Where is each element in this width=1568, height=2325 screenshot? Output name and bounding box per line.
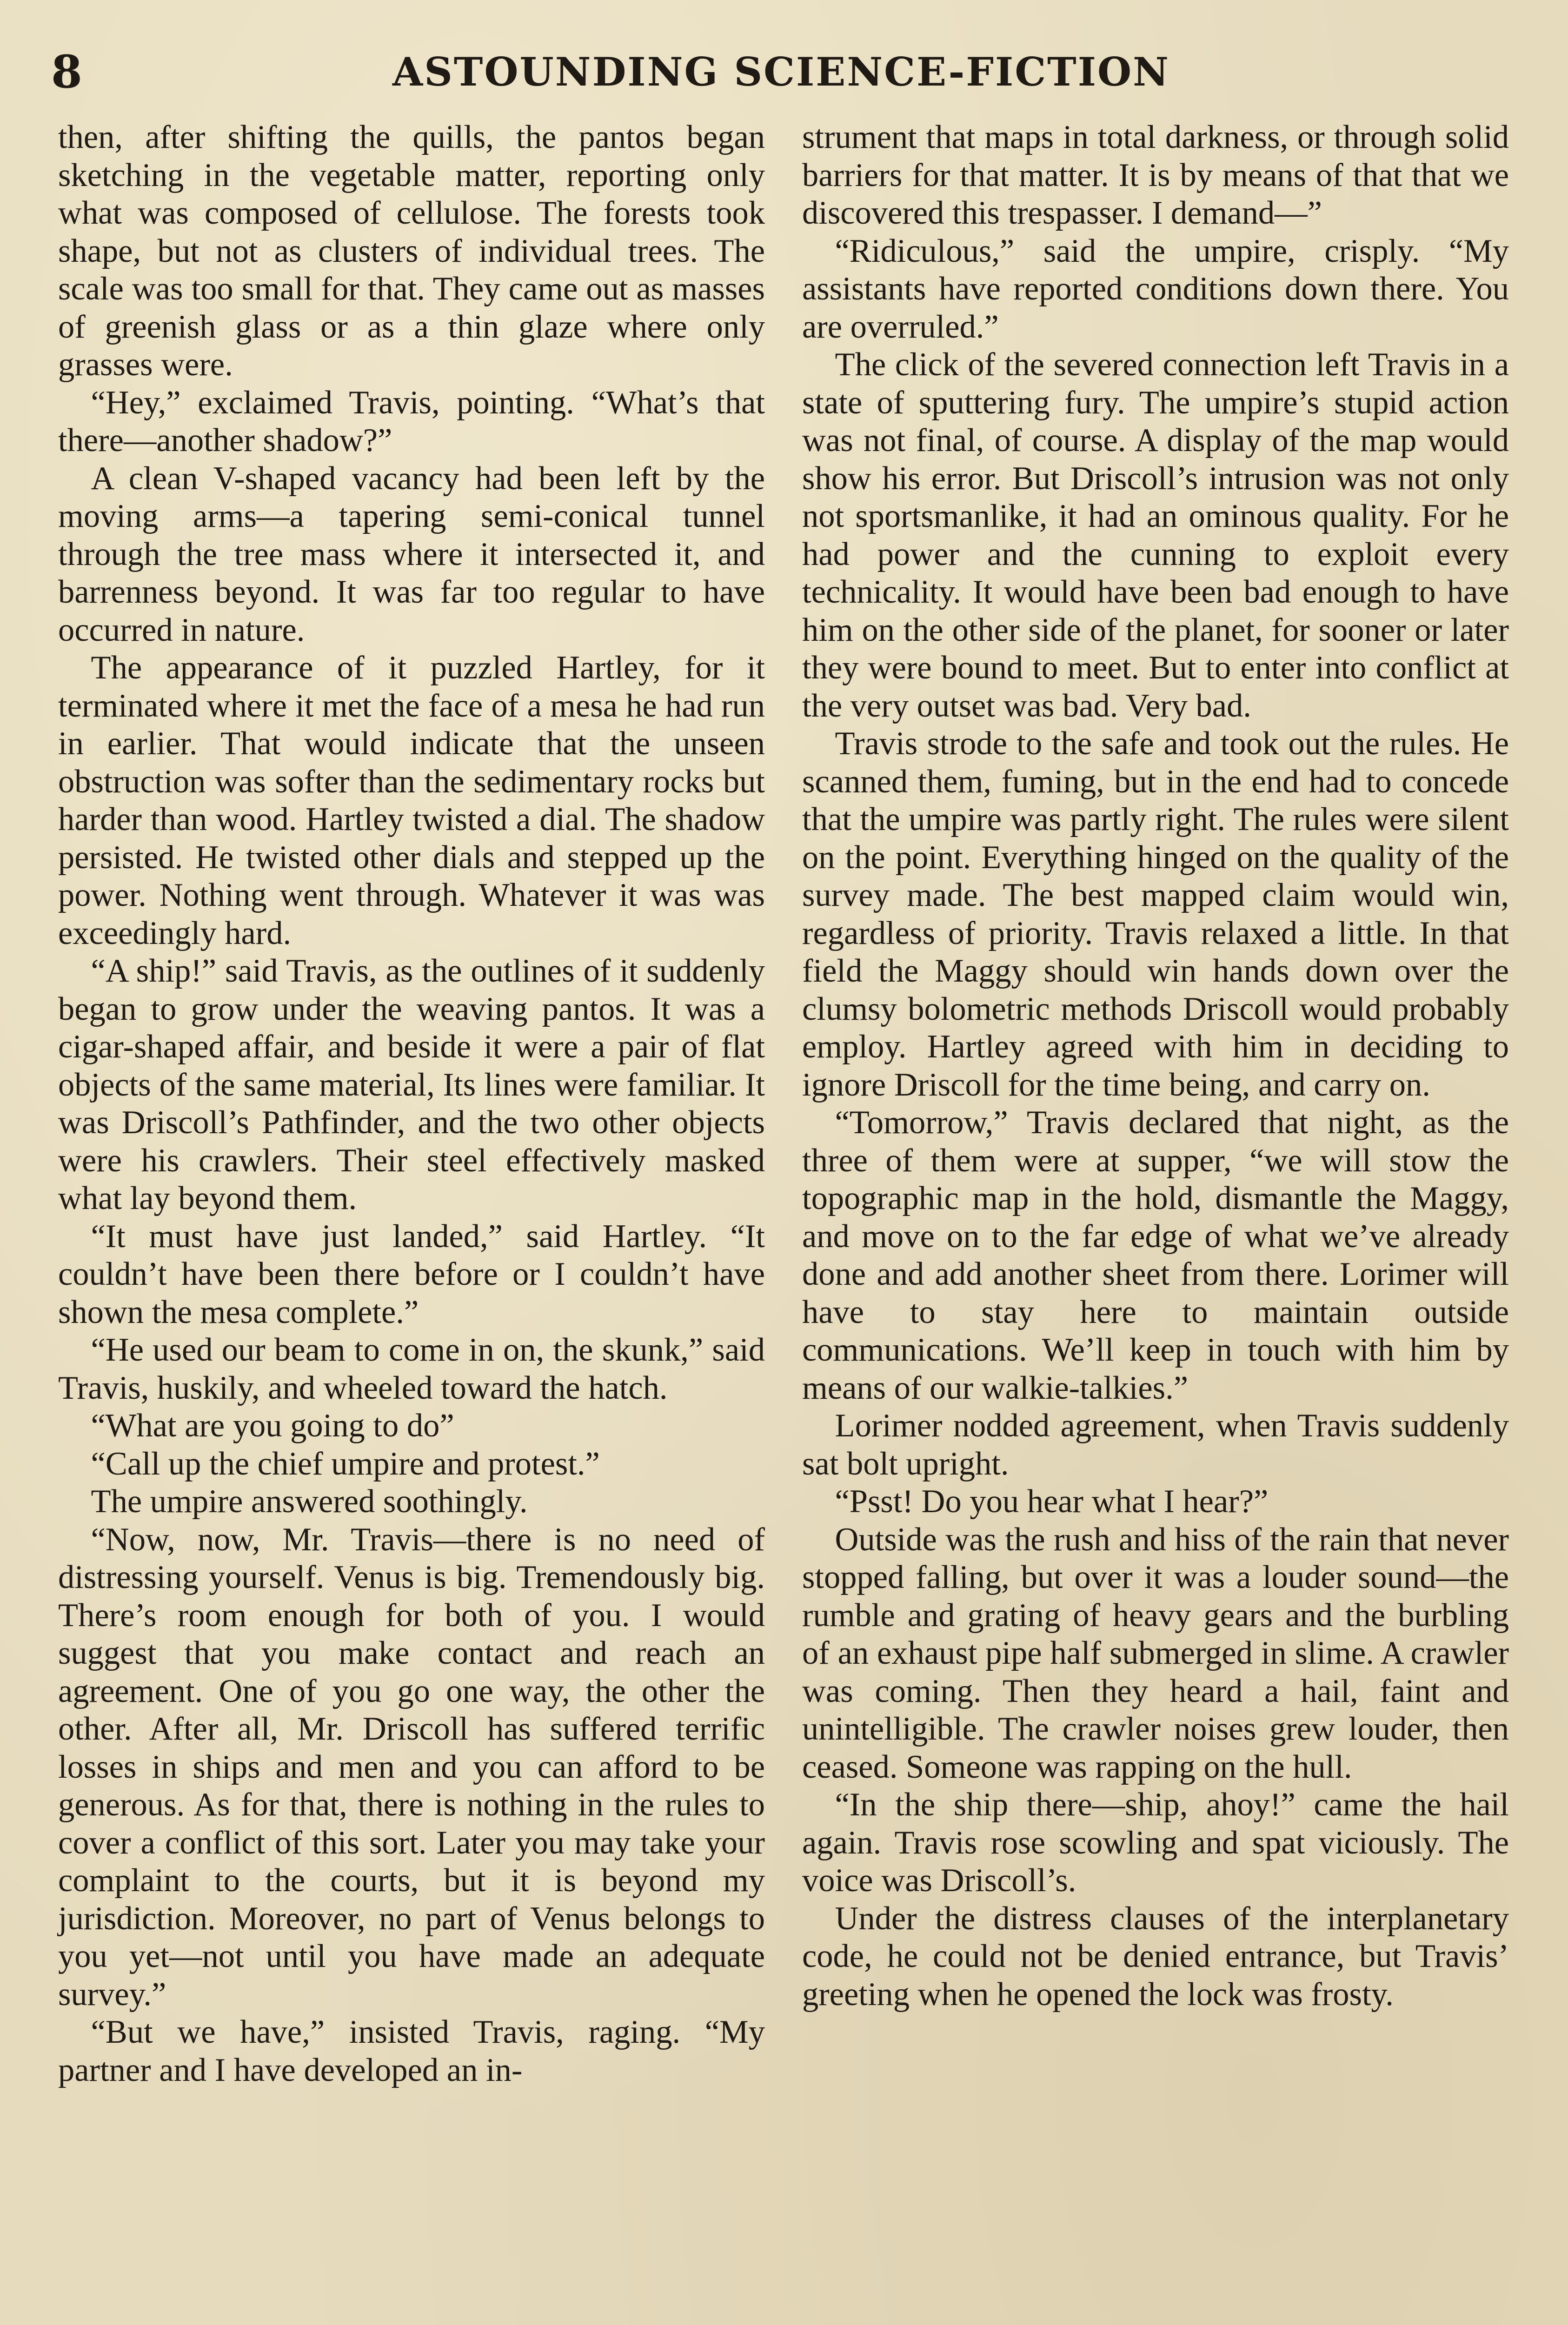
paragraph: “Psst! Do you hear what I hear?” bbox=[835, 1483, 1269, 1520]
paragraph: “Call up the chief umpire and protest.” bbox=[91, 1445, 600, 1482]
running-head: ASTOUNDING SCIENCE-FICTION bbox=[392, 49, 1170, 95]
paragraph: “It must have just landed,” said Hartley. “It couldn’t have been there before or I couldn’t have shown the mesa complete.” bbox=[58, 1218, 765, 1330]
page-header bbox=[51, 44, 1511, 109]
paragraph: The click of the severed connection left Travis in a state of sputtering fury. The umpire’s stupid action was not final, of course. A display of the map would show his error. But Driscoll’s intrusion was not only not sportsmanlike, it had an ominous quality. For he had power and the cunning to exploit every technicality. It would have been bad enough to have him on the other side of the planet, for sooner or later they were bound to meet. But to enter into conflict at the very outset was bad. Very bad. bbox=[802, 346, 1509, 724]
paragraph: “Now, now, Mr. Travis—there is no need of distressing yourself. Venus is big. Tremendously big. There’s room enough for both of you. I would suggest that you make contact and reach an agreement. One of you go one way, the other the other. After all, Mr. Driscoll has suffered terrific losses in ships and men and you can afford to be generous. As for that, there is nothing in the rules to cover a conflict of this sort. Later you may take your complaint to the courts, but it is beyond my jurisdiction. Moreover, no part of Venus belongs to you yet—not until you have made an adequate survey.” bbox=[58, 1521, 765, 2013]
right-column bbox=[802, 119, 1509, 2013]
paragraph: The appearance of it puzzled Hartley, for it terminated where it met the face of a mesa he had run in earlier. That would indicate that the unseen obstruction was softer than the sedimentary rocks but harder than wood. Hartley twisted a dial. The shadow persisted. He twisted other dials and stepped up the power. Nothing went through. Whatever it was was exceedingly hard. bbox=[58, 650, 765, 951]
paragraph: Outside was the rush and hiss of the rain that never stopped falling, but over it was a louder sound—the rumble and grating of heavy gears and the burbling of an exhaust pipe half submerged in slime. A crawler was coming. Then they heard a hail, faint and unintelligible. The crawler noises grew louder, then ceased. Someone was rapping on the hull. bbox=[802, 1521, 1509, 1785]
page-number: 8 bbox=[51, 46, 82, 98]
paragraph: “In the ship there—ship, ahoy!” came the hail again. Travis rose scowling and spat viciously. The voice was Driscoll’s. bbox=[802, 1787, 1509, 1899]
paragraph: Under the distress clauses of the interplanetary code, he could not be denied entrance, but Travis’ greeting when he opened the lock was frosty. bbox=[802, 1900, 1509, 2013]
paragraph: “Ridiculous,” said the umpire, crisply. “My assistants have reported conditions down there. You are overruled.” bbox=[802, 232, 1509, 345]
paragraph: Travis strode to the safe and took out the rules. He scanned them, fuming, but in the end had to concede that the umpire was partly right. The rules were silent on the point. Everything hinged on the quality of the survey made. The best mapped claim would win, regardless of priority. Travis relaxed a little. In that field the Maggy should win hands down over the clumsy bolometric methods Driscoll would probably employ. Hartley agreed with him in deciding to ignore Driscoll for the time being, and carry on. bbox=[802, 725, 1509, 1103]
paragraph: A clean V-shaped vacancy had been left by the moving arms—a tapering semi-conical tunnel through the tree mass where it intersected it, and barrenness beyond. It was far too regular to have occurred in nature. bbox=[58, 460, 765, 648]
paragraph: “Hey,” exclaimed Travis, pointing. “What’s that there—another shadow?” bbox=[58, 384, 765, 458]
paragraph: strument that maps in total darkness, or through solid barriers for that matter. It is by means of that that we discovered this trespasser. I demand—” bbox=[802, 119, 1509, 231]
paragraph: “What are you going to do” bbox=[91, 1408, 454, 1444]
paragraph: “But we have,” insisted Travis, raging. “My partner and I have developed an in- bbox=[58, 2014, 765, 2088]
paragraph: Lorimer nodded agreement, when Travis suddenly sat bolt upright. bbox=[802, 1408, 1509, 1482]
paragraph: The umpire answered soothingly. bbox=[91, 1483, 528, 1520]
paragraph: “Tomorrow,” Travis declared that night, as the three of them were at supper, “we will stow the topographic map in the hold, dismantle the Maggy, and move on to the far edge of what we’ve already done and add another sheet from there. Lorimer will have to stay here to maintain outside communications. We’ll keep in touch with him by means of our walkie-talkies.” bbox=[802, 1104, 1509, 1406]
paragraph: then, after shifting the quills, the pantos began sketching in the vegetable matter, reporting only what was composed of cellulose. The forests took shape, but not as clusters of individual trees. The scale was too small for that. They came out as masses of greenish glass or as a thin glaze where only grasses were. bbox=[58, 119, 765, 383]
left-column bbox=[58, 119, 765, 2089]
paragraph: “A ship!” said Travis, as the outlines of it suddenly began to grow under the weaving pantos. It was a cigar-shaped affair, and beside it were a pair of flat objects of the same material, Its lines were familiar. It was Driscoll’s Pathfinder, and the two other objects were his crawlers. Their steel effectively masked what lay beyond them. bbox=[58, 953, 765, 1216]
paragraph: “He used our beam to come in on, the skunk,” said Travis, huskily, and wheeled toward the hatch. bbox=[58, 1332, 765, 1406]
